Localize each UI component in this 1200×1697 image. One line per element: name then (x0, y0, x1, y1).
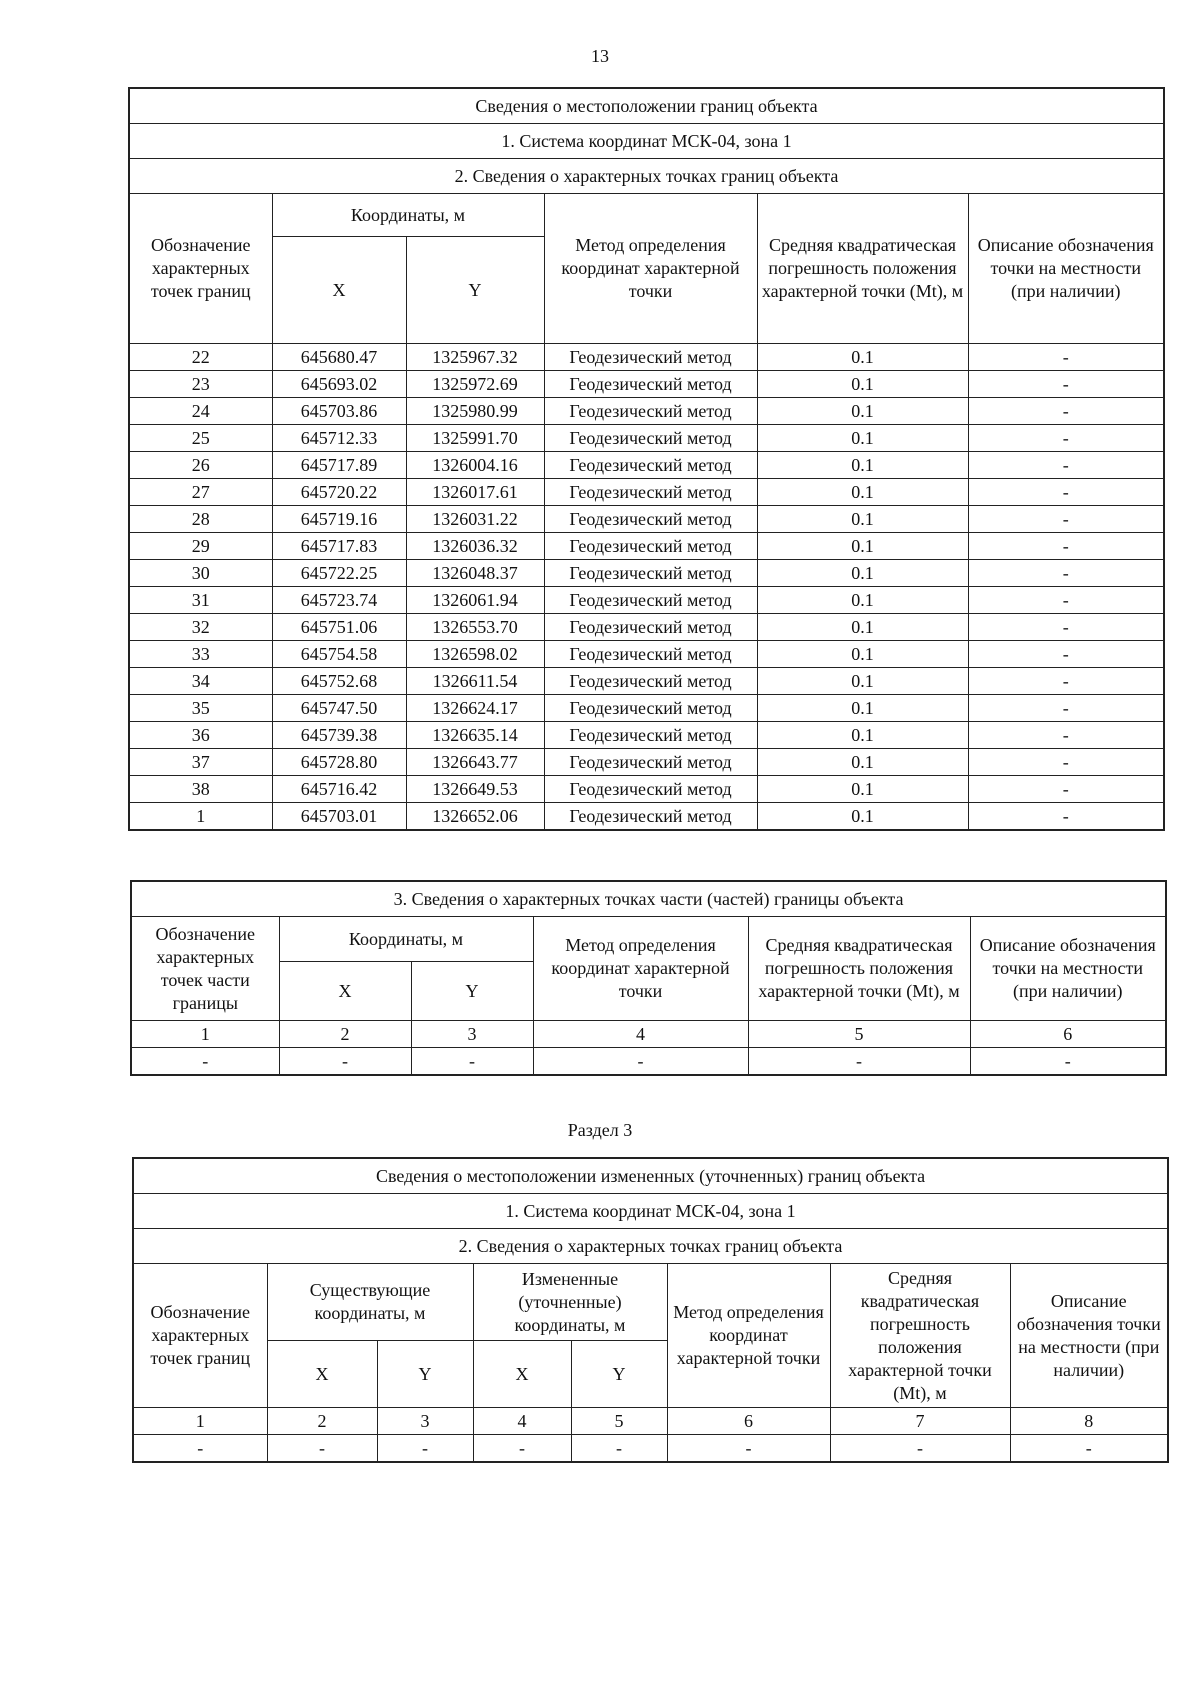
cell: Геодезический метод (544, 533, 757, 560)
table-row (129, 803, 1164, 831)
cell: 1325972.69 (406, 371, 544, 398)
section-heading: Раздел 3 (567, 1120, 633, 1140)
cell: - (968, 452, 1164, 479)
cell: Геодезический метод (544, 722, 757, 749)
cell: 0.1 (757, 479, 968, 506)
cell: 645728.80 (272, 749, 406, 776)
cell: 0.1 (757, 668, 968, 695)
header-x: X (272, 237, 406, 344)
cell: - (968, 398, 1164, 425)
column-number: 1 (131, 1021, 279, 1048)
cell: 1326624.17 (406, 695, 544, 722)
table-row (129, 641, 1164, 668)
cell: 645722.25 (272, 560, 406, 587)
column-number: 4 (533, 1021, 748, 1048)
cell: - (279, 1048, 411, 1076)
cell: Геодезический метод (544, 479, 757, 506)
boundary-points-table (128, 87, 1165, 831)
cell: 0.1 (757, 749, 968, 776)
table-title: Сведения о местоположении границ объекта (129, 88, 1164, 124)
table-row (129, 371, 1164, 398)
coord-system: 1. Система координат МСК-04, зона 1 (133, 1194, 1168, 1229)
cell: - (968, 560, 1164, 587)
cell: - (968, 371, 1164, 398)
cell: 1326643.77 (406, 749, 544, 776)
column-number: 1 (133, 1408, 267, 1435)
cell: 645712.33 (272, 425, 406, 452)
cell: 32 (129, 614, 272, 641)
cell: - (411, 1048, 533, 1076)
cell: 1326635.14 (406, 722, 544, 749)
table-row (129, 425, 1164, 452)
cell: 1325967.32 (406, 344, 544, 371)
cell: 23 (129, 371, 272, 398)
cell: 31 (129, 587, 272, 614)
cell: 0.1 (757, 776, 968, 803)
column-number: 3 (377, 1408, 473, 1435)
header-coords: Координаты, м (272, 194, 544, 237)
cell: 1326652.06 (406, 803, 544, 831)
cell: 0.1 (757, 506, 968, 533)
cell: 0.1 (757, 344, 968, 371)
cell: 1326036.32 (406, 533, 544, 560)
cell: 1326004.16 (406, 452, 544, 479)
cell: - (968, 587, 1164, 614)
table-subtitle: 2. Сведения о характерных точках границ объекта (133, 1229, 1168, 1264)
cell: Геодезический метод (544, 749, 757, 776)
cell: 0.1 (757, 371, 968, 398)
cell: Геодезический метод (544, 776, 757, 803)
table-row (133, 1435, 1168, 1463)
cell: - (748, 1048, 970, 1076)
cell: - (131, 1048, 279, 1076)
cell: Геодезический метод (544, 641, 757, 668)
table-row (129, 533, 1164, 560)
cell: 1325991.70 (406, 425, 544, 452)
table-row (129, 452, 1164, 479)
cell: Геодезический метод (544, 452, 757, 479)
column-number: 6 (667, 1408, 830, 1435)
cell: 1 (129, 803, 272, 831)
cell: - (968, 425, 1164, 452)
cell: 645703.86 (272, 398, 406, 425)
header-changed-x: X (473, 1341, 571, 1408)
part-boundary-points-table (130, 880, 1167, 1076)
cell: Геодезический метод (544, 614, 757, 641)
cell: 30 (129, 560, 272, 587)
cell: Геодезический метод (544, 587, 757, 614)
cell: 645754.58 (272, 641, 406, 668)
cell: 645680.47 (272, 344, 406, 371)
cell: - (968, 614, 1164, 641)
header-description: Описание обозначения точки на местности (при наличии) (970, 917, 1166, 1021)
table-row (129, 614, 1164, 641)
cell: 645693.02 (272, 371, 406, 398)
table-row (129, 695, 1164, 722)
cell: 1326553.70 (406, 614, 544, 641)
cell: 0.1 (757, 587, 968, 614)
header-method: Метод определения координат характерной точки (544, 194, 757, 344)
cell: - (968, 641, 1164, 668)
cell: 1326017.61 (406, 479, 544, 506)
cell: 29 (129, 533, 272, 560)
header-error: Средняя квадратическая погрешность положения характерной точки (Mt), м (830, 1264, 1010, 1408)
changed-boundary-points-table (132, 1157, 1169, 1463)
cell: - (571, 1435, 667, 1463)
table-row (129, 668, 1164, 695)
table-row (129, 722, 1164, 749)
cell: - (533, 1048, 748, 1076)
header-y: Y (406, 237, 544, 344)
header-description: Описание обозначения точки на местности (при наличии) (968, 194, 1164, 344)
cell: Геодезический метод (544, 695, 757, 722)
table-row (129, 398, 1164, 425)
cell: 24 (129, 398, 272, 425)
header-point: Обозначение характерных точек границ (129, 194, 272, 344)
cell: - (968, 506, 1164, 533)
column-number: 7 (830, 1408, 1010, 1435)
cell: - (968, 668, 1164, 695)
cell: 33 (129, 641, 272, 668)
cell: Геодезический метод (544, 803, 757, 831)
cell: 1325980.99 (406, 398, 544, 425)
cell: 26 (129, 452, 272, 479)
cell: - (968, 695, 1164, 722)
cell: - (968, 722, 1164, 749)
header-y: Y (411, 962, 533, 1021)
coord-system: 1. Система координат МСК-04, зона 1 (129, 124, 1164, 159)
column-number: 5 (748, 1021, 970, 1048)
table-row (129, 344, 1164, 371)
header-error: Средняя квадратическая погрешность положения характерной точки (Mt), м (748, 917, 970, 1021)
cell: 0.1 (757, 560, 968, 587)
cell: 0.1 (757, 803, 968, 831)
header-changed-y: Y (571, 1341, 667, 1408)
column-numbers-row (131, 1021, 1166, 1048)
cell: - (968, 749, 1164, 776)
cell: 37 (129, 749, 272, 776)
cell: - (968, 803, 1164, 831)
cell: 27 (129, 479, 272, 506)
table-title: 3. Сведения о характерных точках части (частей) границы объекта (131, 881, 1166, 917)
header-point: Обозначение характерных точек части границы (131, 917, 279, 1021)
cell: 0.1 (757, 722, 968, 749)
cell: - (473, 1435, 571, 1463)
column-number: 2 (267, 1408, 377, 1435)
header-point: Обозначение характерных точек границ (133, 1264, 267, 1408)
table-row (131, 1048, 1166, 1076)
cell: Геодезический метод (544, 344, 757, 371)
cell: 0.1 (757, 641, 968, 668)
cell: 645719.16 (272, 506, 406, 533)
cell: - (267, 1435, 377, 1463)
column-number: 8 (1010, 1408, 1168, 1435)
cell: 645717.83 (272, 533, 406, 560)
cell: 1326061.94 (406, 587, 544, 614)
cell: Геодезический метод (544, 398, 757, 425)
table-row (129, 506, 1164, 533)
cell: Геодезический метод (544, 371, 757, 398)
table-row (129, 479, 1164, 506)
cell: 38 (129, 776, 272, 803)
cell: 0.1 (757, 695, 968, 722)
cell: - (377, 1435, 473, 1463)
cell: 1326048.37 (406, 560, 544, 587)
cell: 28 (129, 506, 272, 533)
table-row (129, 560, 1164, 587)
header-existing-x: X (267, 1341, 377, 1408)
header-description: Описание обозначения точки на местности (при наличии) (1010, 1264, 1168, 1408)
cell: Геодезический метод (544, 668, 757, 695)
table-subtitle: 2. Сведения о характерных точках границ объекта (129, 159, 1164, 194)
cell: 36 (129, 722, 272, 749)
header-existing: Существующие координаты, м (267, 1264, 473, 1341)
cell: 645739.38 (272, 722, 406, 749)
cell: - (968, 776, 1164, 803)
cell: - (968, 344, 1164, 371)
column-number: 5 (571, 1408, 667, 1435)
cell: 0.1 (757, 452, 968, 479)
column-number: 3 (411, 1021, 533, 1048)
header-method: Метод определения координат характерной точки (667, 1264, 830, 1408)
cell: - (970, 1048, 1166, 1076)
cell: 1326031.22 (406, 506, 544, 533)
cell: 645752.68 (272, 668, 406, 695)
cell: 0.1 (757, 614, 968, 641)
cell: 645716.42 (272, 776, 406, 803)
cell: Геодезический метод (544, 425, 757, 452)
column-number: 4 (473, 1408, 571, 1435)
cell: - (133, 1435, 267, 1463)
header-changed: Измененные (уточненные) координаты, м (473, 1264, 667, 1341)
header-x: X (279, 962, 411, 1021)
cell: 645723.74 (272, 587, 406, 614)
table-title: Сведения о местоположении измененных (уточненных) границ объекта (133, 1158, 1168, 1194)
page-number: 13 (591, 46, 609, 66)
cell: - (968, 479, 1164, 506)
cell: 645703.01 (272, 803, 406, 831)
header-error: Средняя квадратическая погрешность положения характерной точки (Mt), м (757, 194, 968, 344)
table-row (129, 749, 1164, 776)
cell: 0.1 (757, 398, 968, 425)
cell: Геодезический метод (544, 506, 757, 533)
cell: 1326611.54 (406, 668, 544, 695)
cell: 25 (129, 425, 272, 452)
cell: 22 (129, 344, 272, 371)
cell: 645747.50 (272, 695, 406, 722)
table-row (129, 776, 1164, 803)
cell: 1326649.53 (406, 776, 544, 803)
cell: 0.1 (757, 425, 968, 452)
header-coords: Координаты, м (279, 917, 533, 962)
cell: Геодезический метод (544, 560, 757, 587)
cell: 645720.22 (272, 479, 406, 506)
header-existing-y: Y (377, 1341, 473, 1408)
cell: 0.1 (757, 533, 968, 560)
cell: 645717.89 (272, 452, 406, 479)
cell: 645751.06 (272, 614, 406, 641)
column-number: 2 (279, 1021, 411, 1048)
cell: - (830, 1435, 1010, 1463)
column-number: 6 (970, 1021, 1166, 1048)
cell: - (968, 533, 1164, 560)
cell: - (1010, 1435, 1168, 1463)
cell: 35 (129, 695, 272, 722)
column-numbers-row (133, 1408, 1168, 1435)
cell: 34 (129, 668, 272, 695)
cell: - (667, 1435, 830, 1463)
cell: 1326598.02 (406, 641, 544, 668)
table-row (129, 587, 1164, 614)
header-method: Метод определения координат характерной точки (533, 917, 748, 1021)
